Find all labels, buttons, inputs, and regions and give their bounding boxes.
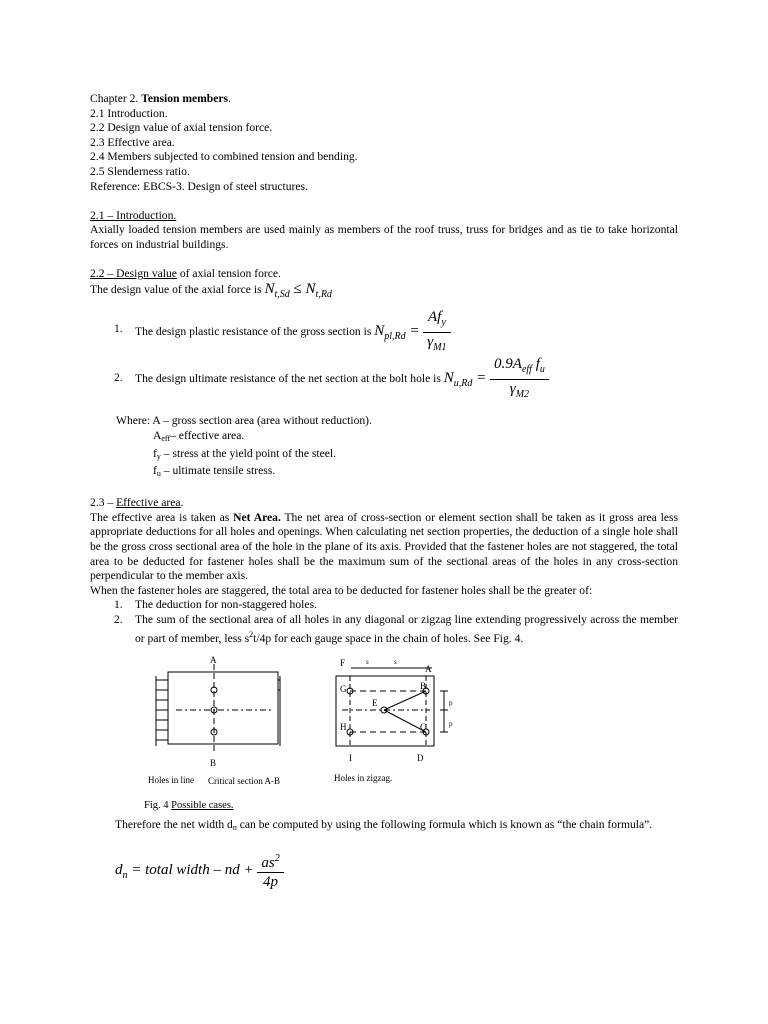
svg-text:F: F — [340, 658, 346, 668]
chapter-end: . — [228, 92, 231, 105]
where-block — [90, 414, 678, 481]
svg-text:H: H — [340, 722, 347, 732]
holes-in-zigzag-diagram — [336, 668, 448, 746]
svg-text:C: C — [420, 722, 427, 732]
svg-text:Holes in zigzag.: Holes in zigzag. — [334, 773, 393, 783]
toc-item: 2.2 Design value of axial tension force. — [90, 121, 273, 135]
section-2-1-text: Axially loaded tension members are used mainly as members of the roof truss, truss for bridges and as tie to take horizontal forces on industrial buildings. — [90, 223, 678, 251]
resistance-list — [90, 308, 678, 402]
svg-text:G: G — [340, 684, 347, 694]
svg-text:p: p — [449, 699, 453, 707]
list-item: 2. The sum of the sectional area of all holes in any diagonal or zigzag line extending progressively across the member or part of member, less $s^2t/4p$ for each gauge space in the chain of holes. See Fig. 4. — [114, 613, 678, 645]
intro-formula: $N_{t,Sd} \le N_{t,Rd}$ — [264, 280, 332, 300]
plastic-resistance-formula: $N_{pl,Rd}$ = — [374, 323, 424, 343]
toc-item: 2.3 Effective area. — [90, 135, 175, 149]
where-item: $A_{eff}-$ effective area. — [153, 428, 245, 443]
section-2-3-paragraph: The effective area is taken as Net Area. The net area of cross-section or element section shall be taken as it gross area less appropriate deductions for all holes and openings. When calculating net section properties, the deduction of a single hole shall be the gross cross sectional area of the hole in the plane of its axis. Provided that the fastener holes are not staggered, the total area to be deducted for fastener holes shall be the maximum sum of the sectional areas of the holes in any cross-section perpendicular to the member axis. — [90, 510, 678, 583]
label-b-left: B — [210, 758, 217, 768]
svg-text:s: s — [394, 658, 397, 666]
where-item: $f_u$ – ultimate tensile stress. — [153, 464, 276, 479]
reference: Reference: EBCS-3. Design of steel structures. — [90, 179, 308, 193]
heading-underlined: 2.2 – Design value — [90, 267, 177, 281]
section-2-2-intro — [90, 282, 678, 303]
left-caption: Holes in line — [148, 775, 194, 785]
chapter-heading — [90, 92, 678, 107]
label-a-left: A — [210, 655, 217, 665]
chapter-prefix: Chapter 2. — [90, 92, 142, 105]
chain-fraction: $\frac{as^2}{4p}$ — [257, 850, 283, 891]
svg-text:p: p — [449, 720, 453, 728]
svg-text:s: s — [366, 658, 369, 666]
list-item: 2. The design ultimate resistance of the net section at the bolt hole is $N_{u,Rd}$ = $\frac{0.9A_{eff} f_u}{\gamma_{M2}}$ — [90, 354, 678, 402]
section-2-3-heading: 2.3 – Effective area. — [90, 496, 184, 510]
svg-text:A: A — [425, 664, 432, 674]
document-body — [90, 92, 678, 646]
section-2-2-heading — [90, 267, 678, 282]
where-item: $f_y$ – stress at the yield point of the steel. — [153, 446, 337, 461]
chain-formula: $d_n$ = total width – nd + $\frac{as^2}{4p}$ — [115, 850, 284, 891]
left-caption-2: Critical section A-B — [208, 776, 280, 786]
fraction: $\frac{0.9A_{eff} f_u}{\gamma_{M2}}$ — [490, 355, 549, 404]
section-2-3-paragraph-2: When the fastener holes are staggered, the total area to be deducted for fastener holes shall be the greater of: — [90, 583, 593, 597]
zigzag-labels — [334, 658, 453, 783]
list-item: 1. The deduction for non-staggered holes. — [114, 598, 317, 612]
svg-text:B: B — [420, 681, 427, 691]
toc-item: 2.5 Slenderness ratio. — [90, 164, 190, 178]
item-text: The design plastic resistance of the gross section is — [135, 325, 372, 339]
svg-text:D: D — [417, 753, 424, 763]
figure-4 — [138, 654, 458, 820]
svg-text:I: I — [349, 753, 352, 763]
section-2-1-heading: 2.1 – Introduction. — [90, 208, 177, 222]
deduction-list — [90, 598, 678, 646]
chain-formula-text: Therefore the net width $d_n$ can be computed by using the following formula which is known as “the chain formula”. — [115, 818, 653, 832]
ultimate-resistance-formula: $N_{u,Rd}$ = — [443, 370, 491, 390]
holes-in-line-diagram — [156, 664, 280, 752]
where-lead: Where: A – gross section area (area without reduction). — [116, 414, 372, 428]
left-arrows — [156, 680, 168, 740]
chapter-title: Tension members — [141, 92, 229, 105]
heading-rest: of axial tension force. — [176, 267, 281, 281]
toc-item: 2.1 Introduction. — [90, 106, 168, 120]
intro-text: The design value of the axial force is — [90, 282, 262, 296]
fraction: $\frac{Af_y}{\gamma_{M1}}$ — [423, 308, 450, 357]
list-item: 1. The design plastic resistance of the gross section is $N_{pl,Rd}$ = $\frac{Af_y}{\gamma_{M1}}$ — [90, 308, 678, 350]
toc-item: 2.4 Members subjected to combined tension and bending. — [90, 150, 358, 164]
item-text: The design ultimate resistance of the net section at the bolt hole is — [135, 372, 441, 386]
svg-text:E: E — [372, 698, 378, 708]
figure-caption: Fig. 4 Possible cases. — [144, 800, 234, 811]
